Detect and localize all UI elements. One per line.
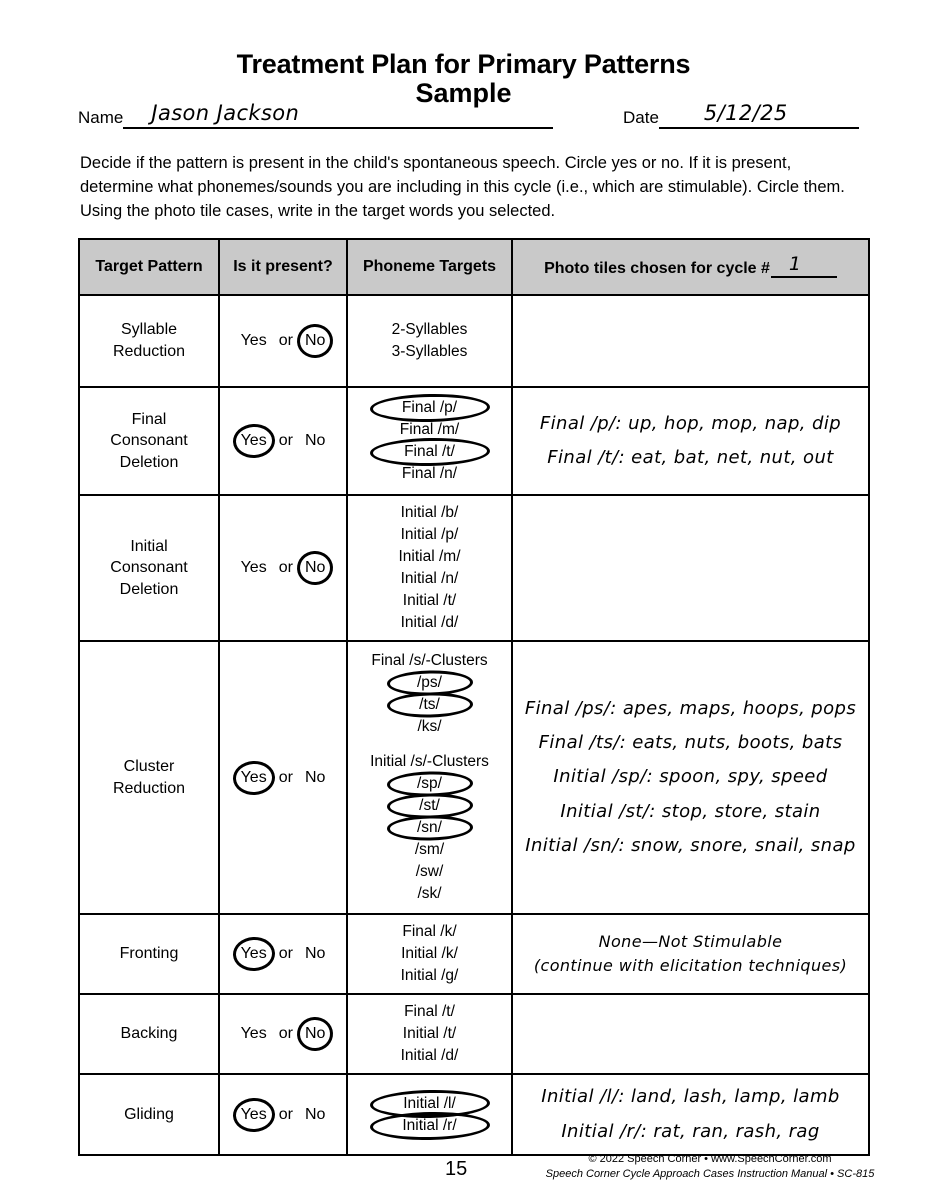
name-input[interactable] — [123, 101, 553, 129]
table-row — [79, 295, 869, 387]
or-separator: or — [278, 559, 293, 576]
phoneme-target-option[interactable] — [348, 441, 511, 463]
phoneme-label: Final /p/ — [401, 399, 458, 416]
yes-option[interactable]: Yes — [240, 332, 267, 349]
yes-option[interactable]: Yes — [238, 943, 270, 965]
phoneme-label: Initial /s/-Clusters — [370, 753, 489, 770]
phoneme-target-option[interactable] — [348, 612, 511, 634]
phoneme-label: Initial /t/ — [402, 1025, 457, 1042]
table-body — [79, 295, 869, 1155]
phoneme-label: Final /m/ — [399, 421, 460, 438]
treatment-plan-table — [78, 238, 870, 1156]
phoneme-label: Initial /p/ — [400, 526, 459, 543]
pattern-line: Gliding — [124, 1105, 174, 1123]
tile-entry-area — [521, 1080, 860, 1148]
phoneme-target-option[interactable] — [348, 943, 511, 965]
table-header-row — [79, 239, 869, 295]
phoneme-group-heading — [348, 751, 511, 773]
cycle-number-value: 1 — [788, 253, 802, 275]
cycle-number-input[interactable] — [771, 253, 837, 278]
cell-phoneme-targets — [347, 641, 512, 914]
pattern-line: Syllable — [120, 321, 178, 339]
or-separator: or — [278, 1025, 293, 1042]
phoneme-target-option[interactable] — [348, 524, 511, 546]
pattern-line: Reduction — [112, 779, 186, 797]
phoneme-label: /sm/ — [414, 841, 445, 858]
phoneme-label: Initial /r/ — [402, 1116, 457, 1134]
cell-photo-tiles[interactable] — [512, 295, 869, 387]
no-option[interactable]: No — [302, 1023, 328, 1045]
tile-words-line: (continue with elicitation techniques) — [533, 956, 848, 975]
phoneme-label: /st/ — [419, 797, 440, 814]
cell-photo-tiles[interactable] — [512, 914, 869, 994]
tile-words-line: Initial /r/: rat, ran, rash, rag — [561, 1120, 820, 1142]
tile-words-line: Final /t/: eat, bat, net, nut, out — [547, 447, 834, 468]
phoneme-target-option[interactable] — [348, 716, 511, 738]
phoneme-target-option[interactable] — [348, 419, 511, 441]
pattern-line: Deletion — [119, 580, 179, 598]
page-footer — [0, 1152, 927, 1200]
cell-is-it-present — [219, 495, 347, 641]
table-row — [79, 914, 869, 994]
yes-option[interactable]: Yes — [238, 430, 270, 452]
phoneme-target-option[interactable] — [348, 463, 511, 485]
phoneme-label: Initial /k/ — [401, 945, 458, 962]
yes-option[interactable]: Yes — [238, 767, 270, 789]
cell-phoneme-targets — [347, 387, 512, 495]
no-option[interactable]: No — [304, 432, 326, 449]
cell-target-pattern — [79, 495, 219, 641]
copyright-line: © 2022 Speech Corner • www.SpeechCorner.com — [588, 1153, 832, 1165]
phoneme-target-option[interactable] — [348, 839, 511, 861]
tile-words-line: Final /ts/: eats, nuts, boots, bats — [538, 732, 843, 754]
phoneme-target-option[interactable] — [348, 921, 511, 943]
manual-line: Speech Corner Cycle Approach Cases Instruction Manual • SC-815 — [545, 1167, 875, 1180]
table-row — [79, 994, 869, 1074]
pattern-line: Cluster — [123, 757, 175, 775]
page-subtitle: Sample — [415, 78, 512, 109]
pattern-line: Consonant — [110, 559, 188, 577]
tile-entry-area — [521, 407, 860, 475]
no-option[interactable]: No — [302, 330, 328, 352]
phoneme-target-option[interactable] — [348, 694, 511, 716]
yes-option[interactable]: Yes — [240, 1025, 267, 1042]
phoneme-target-option[interactable] — [348, 397, 511, 419]
phoneme-label: /sk/ — [417, 885, 442, 902]
pattern-line: Reduction — [112, 343, 186, 360]
phoneme-target-option[interactable] — [348, 795, 511, 817]
cell-is-it-present — [219, 641, 347, 914]
pattern-line: Deletion — [119, 453, 179, 471]
pattern-line: Final — [131, 410, 167, 428]
or-separator: or — [278, 945, 293, 962]
phoneme-target-option[interactable] — [348, 341, 511, 363]
cell-phoneme-targets — [347, 1074, 512, 1155]
cell-target-pattern — [79, 295, 219, 387]
phoneme-target-option[interactable] — [348, 861, 511, 883]
cell-photo-tiles[interactable] — [512, 387, 869, 495]
title-block — [0, 50, 927, 108]
phoneme-label: Final /k/ — [402, 923, 457, 940]
phoneme-group-heading — [348, 650, 511, 672]
phoneme-label: Initial /d/ — [400, 614, 459, 631]
phoneme-target-option[interactable] — [348, 546, 511, 568]
tile-words-line: Final /p/: up, hop, mop, nap, dip — [539, 412, 842, 434]
phoneme-label: Initial /g/ — [400, 967, 459, 984]
name-label: Name — [78, 108, 124, 127]
cell-is-it-present — [219, 914, 347, 994]
date-field-group — [623, 101, 859, 129]
phoneme-target-option[interactable] — [348, 672, 511, 694]
date-input[interactable] — [659, 101, 859, 129]
phoneme-label: Initial /d/ — [400, 1047, 459, 1064]
or-separator: or — [278, 332, 293, 349]
tile-words-line: Final /ps/: apes, maps, hoops, pops — [524, 698, 857, 720]
pattern-line: Consonant — [110, 432, 188, 450]
tile-words-line: Initial /st/: stop, store, stain — [560, 800, 821, 822]
or-separator: or — [278, 768, 293, 786]
name-value: Jason Jackson — [151, 101, 300, 125]
phoneme-target-option[interactable] — [348, 1023, 511, 1045]
name-field-group — [78, 101, 553, 129]
header-photo-tiles — [512, 239, 869, 295]
no-option[interactable]: No — [304, 768, 326, 786]
phoneme-label: /ks/ — [417, 718, 442, 735]
instructions-paragraph: Decide if the pattern is present in the child's spontaneous speech. Circle yes or no. If it is present, determine what phonemes/sounds you are including in this cycle (i.e., which are stimulable). Circle them. Using the photo tile cases, write in the target words you selected. — [80, 154, 845, 220]
cell-target-pattern — [79, 994, 219, 1074]
date-value: 5/12/25 — [703, 101, 788, 125]
phoneme-label: Initial /b/ — [400, 504, 459, 521]
phoneme-label: /sn/ — [417, 819, 442, 836]
tile-entry-area — [521, 930, 860, 978]
phoneme-label: Final /t/ — [404, 443, 455, 460]
phoneme-target-option[interactable] — [348, 319, 511, 341]
cell-photo-tiles[interactable] — [512, 495, 869, 641]
cell-photo-tiles[interactable] — [512, 641, 869, 914]
phoneme-target-option[interactable] — [348, 1115, 511, 1137]
phoneme-target-option[interactable] — [348, 568, 511, 590]
phoneme-target-option[interactable] — [348, 590, 511, 612]
table-row — [79, 387, 869, 495]
table-row — [79, 641, 869, 914]
table-row — [79, 1074, 869, 1155]
pattern-line: Backing — [120, 1025, 178, 1043]
phoneme-target-option[interactable] — [348, 1093, 511, 1115]
cell-photo-tiles[interactable] — [512, 1074, 869, 1155]
cell-phoneme-targets — [347, 914, 512, 994]
or-separator: or — [278, 432, 293, 449]
phoneme-label: /ps/ — [417, 674, 442, 691]
phoneme-label: Initial /m/ — [398, 548, 461, 565]
phoneme-target-option[interactable] — [348, 817, 511, 839]
page-title: Treatment Plan for Primary Patterns — [236, 49, 691, 79]
cell-is-it-present — [219, 295, 347, 387]
phoneme-target-option[interactable] — [348, 965, 511, 987]
phoneme-label: Final /s/-Clusters — [371, 652, 488, 669]
header-is-it-present: Is it present? — [219, 239, 347, 295]
no-option[interactable]: No — [304, 1105, 326, 1123]
phoneme-target-option[interactable] — [348, 883, 511, 905]
cell-target-pattern — [79, 387, 219, 495]
header-target-pattern: Target Pattern — [79, 239, 219, 295]
phoneme-label: /sp/ — [417, 775, 442, 792]
cell-is-it-present — [219, 1074, 347, 1155]
name-date-row — [78, 101, 868, 131]
tile-words-line: None—Not Stimulable — [598, 932, 783, 951]
phoneme-label: /ts/ — [419, 696, 440, 713]
phoneme-label: Final /t/ — [404, 1003, 455, 1020]
no-option[interactable]: No — [302, 557, 328, 579]
cell-phoneme-targets — [347, 495, 512, 641]
cell-is-it-present — [219, 994, 347, 1074]
cell-photo-tiles[interactable] — [512, 994, 869, 1074]
cell-target-pattern — [79, 914, 219, 994]
page-number: 15 — [445, 1158, 468, 1180]
header-phoneme-targets: Phoneme Targets — [347, 239, 512, 295]
tile-words-line: Initial /sp/: spoon, spy, speed — [553, 766, 828, 788]
colophon — [540, 1152, 880, 1182]
phoneme-target-option[interactable] — [348, 1045, 511, 1067]
tile-words-line: Initial /sn/: snow, snore, snail, snap — [525, 834, 856, 856]
cell-target-pattern — [79, 641, 219, 914]
pattern-line: Initial — [130, 537, 168, 555]
no-option[interactable]: No — [304, 945, 326, 962]
pattern-line: Fronting — [119, 945, 179, 963]
phoneme-target-option[interactable] — [348, 773, 511, 795]
header-photo-tiles-label: Photo tiles chosen for cycle # — [544, 260, 770, 277]
phoneme-label: Initial /l/ — [403, 1094, 456, 1112]
yes-option[interactable]: Yes — [240, 559, 267, 576]
date-label: Date — [623, 108, 659, 127]
phoneme-target-option[interactable] — [348, 502, 511, 524]
phoneme-label: Initial /n/ — [400, 570, 459, 587]
yes-option[interactable]: Yes — [238, 1104, 270, 1126]
phoneme-label: Final /n/ — [401, 465, 458, 482]
or-separator: or — [278, 1105, 293, 1123]
cell-is-it-present — [219, 387, 347, 495]
phoneme-target-option[interactable] — [348, 1001, 511, 1023]
phoneme-group-spacer — [348, 738, 511, 751]
cell-target-pattern — [79, 1074, 219, 1155]
phoneme-label: 2-Syllables — [391, 321, 468, 338]
phoneme-label: 3-Syllables — [391, 343, 468, 360]
tile-entry-area — [521, 692, 860, 863]
cell-phoneme-targets — [347, 994, 512, 1074]
table-row — [79, 495, 869, 641]
cell-phoneme-targets — [347, 295, 512, 387]
tile-words-line: Initial /l/: land, lash, lamp, lamb — [541, 1086, 840, 1108]
phoneme-label: Initial /t/ — [402, 592, 457, 609]
phoneme-label: /sw/ — [415, 863, 444, 880]
